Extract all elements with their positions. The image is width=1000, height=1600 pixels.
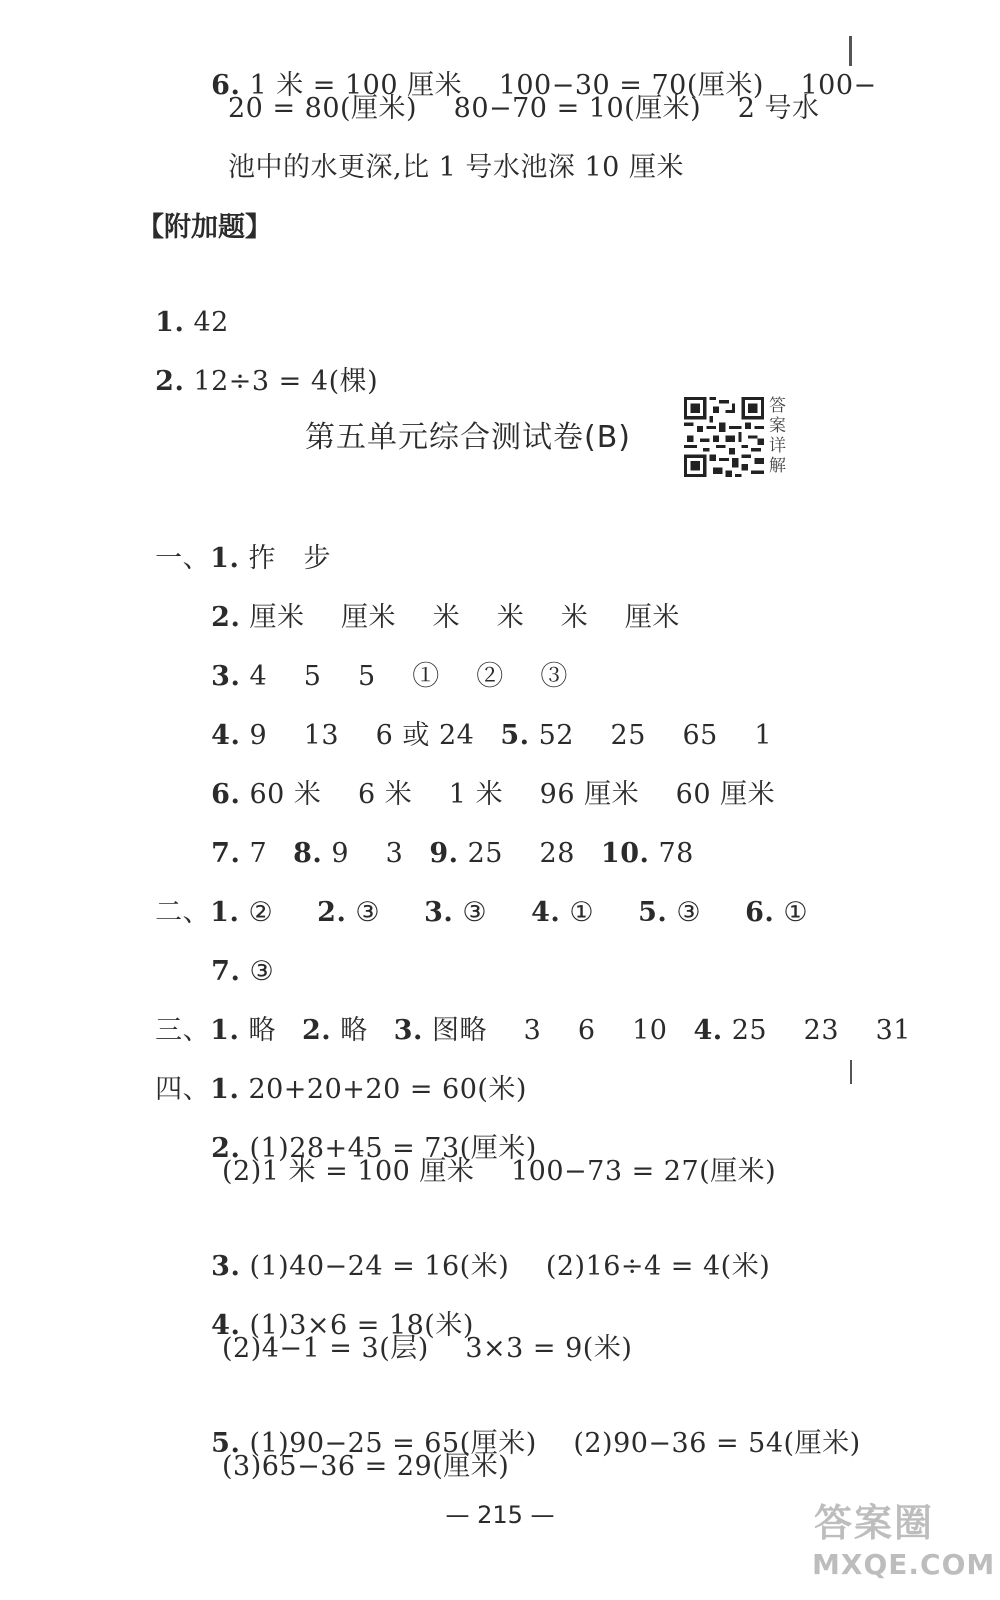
part1-q7-num: 7. bbox=[211, 838, 241, 869]
part3-q4-num: 4. bbox=[693, 1015, 723, 1046]
extra-2-text: 12÷3 = 4(棵) bbox=[184, 366, 379, 397]
part2-q5-val: ③ bbox=[667, 897, 702, 928]
part4-q3-num: 3. bbox=[211, 1251, 241, 1282]
part4-q5b: (3)65−36 = 29(厘米) bbox=[222, 1451, 510, 1482]
part4-q2b: (2)1 米 = 100 厘米 100−73 = 27(厘米) bbox=[222, 1156, 777, 1187]
part1-q9-text: 25 28 bbox=[458, 838, 575, 869]
part1-q1-num: 1. bbox=[210, 543, 240, 574]
part2-q6-val: ① bbox=[774, 897, 809, 928]
part4-q4a-text: (1)3×6 = 18(米) bbox=[240, 1310, 474, 1341]
part4-q5-num: 5. bbox=[211, 1428, 241, 1459]
part3-q3-text: 图略 3 6 10 bbox=[422, 1015, 668, 1046]
part2-q4-num: 4. bbox=[531, 897, 561, 928]
part1-q4-text: 9 13 6 或 24 bbox=[240, 720, 475, 751]
test-title: 第五单元综合测试卷(B) bbox=[305, 420, 631, 455]
part2-q1-num: 1. bbox=[210, 897, 240, 928]
part2-q3-val: ③ bbox=[453, 897, 488, 928]
page-number: — 215 — bbox=[445, 1501, 555, 1529]
watermark-top: 答案圈 bbox=[814, 1501, 935, 1545]
part3-q1-num: 1. bbox=[210, 1015, 240, 1046]
prev-q6-text1: 1 米 = 100 厘米 100−30 = 70(厘米) 100− bbox=[240, 70, 877, 101]
prev-q6-num: 6. bbox=[211, 70, 241, 101]
part1-q10-num: 10. bbox=[600, 838, 650, 869]
part1-q5-num: 5. bbox=[500, 720, 530, 751]
part2-label: 二、 bbox=[155, 897, 211, 928]
part1-q9-num: 9. bbox=[429, 838, 459, 869]
part4-q4b: (2)4−1 = 3(层) 3×3 = 9(米) bbox=[222, 1333, 633, 1364]
part4-q1-text: 20+20+20 = 60(米) bbox=[239, 1074, 527, 1105]
part1-q7-text: 7 bbox=[240, 838, 268, 869]
part1-label: 一、 bbox=[155, 543, 211, 574]
part2-q2-num: 2. bbox=[317, 897, 347, 928]
part3-label: 三、 bbox=[155, 1015, 211, 1046]
extra-answer-2 bbox=[137, 328, 378, 400]
part1-q2-num: 2. bbox=[211, 602, 241, 633]
part4-q2a-text: (1)28+45 = 73(厘米) bbox=[240, 1133, 537, 1164]
part1-q6-num: 6. bbox=[211, 779, 241, 810]
prev-q6-line3: 池中的水更深,比 1 号水池深 10 厘米 bbox=[228, 152, 684, 183]
part4-q4-num: 4. bbox=[211, 1310, 241, 1341]
part2-q5-num: 5. bbox=[638, 897, 668, 928]
part2-q6-num: 6. bbox=[745, 897, 775, 928]
part4-q3-text: (1)40−24 = 16(米) (2)16÷4 = 4(米) bbox=[240, 1251, 771, 1282]
qr-code-icon[interactable] bbox=[684, 397, 764, 477]
part3-q2-num: 2. bbox=[301, 1015, 332, 1046]
page-edge-mark bbox=[850, 1060, 852, 1084]
extra-questions-heading: 【附加题】 bbox=[137, 212, 272, 243]
part2-q7-num: 7. bbox=[211, 956, 241, 987]
part1-q6-text: 60 米 6 米 1 米 96 厘米 60 厘米 bbox=[240, 779, 776, 810]
part2-q2-val: ③ bbox=[346, 897, 381, 928]
part1-q1-text: 拃 步 bbox=[239, 543, 331, 574]
prev-q6-line2: 20 = 80(厘米) 80−70 = 10(厘米) 2 号水 bbox=[228, 93, 820, 124]
qr-label: 答案详解 bbox=[769, 396, 786, 476]
extra-1-text: 42 bbox=[184, 307, 229, 338]
part1-q8-num: 8. bbox=[293, 838, 323, 869]
part2-q3-num: 3. bbox=[424, 897, 454, 928]
part1-q5-text: 52 25 65 1 bbox=[529, 720, 773, 751]
part1-q2-text: 厘米 厘米 米 米 米 厘米 bbox=[240, 602, 680, 633]
page-edge-mark bbox=[849, 36, 852, 66]
watermark-bottom: MXQE.COM bbox=[812, 1548, 996, 1581]
part3-q2-text: 略 bbox=[331, 1015, 368, 1046]
part4-q1-num: 1. bbox=[210, 1074, 240, 1105]
part3-q3-num: 3. bbox=[393, 1015, 423, 1046]
part2-q1-val: ② bbox=[239, 897, 274, 928]
part3-q4-text: 25 23 31 bbox=[722, 1015, 911, 1046]
watermark-logo bbox=[808, 1488, 996, 1592]
part1-q8-text: 9 3 bbox=[322, 838, 404, 869]
part3-q1-text: 略 bbox=[239, 1015, 276, 1046]
part2-q4-val: ① bbox=[560, 897, 595, 928]
part1-q3-text: 4 5 5 ① ② ③ bbox=[240, 661, 568, 692]
part1-q4-num: 4. bbox=[211, 720, 241, 751]
part1-q3-num: 3. bbox=[211, 661, 241, 692]
part2-q7-val: ③ bbox=[240, 956, 275, 987]
part4-label: 四、 bbox=[155, 1074, 211, 1105]
extra-1-num: 1. bbox=[155, 307, 185, 338]
part4-q2-num: 2. bbox=[211, 1133, 241, 1164]
part1-q10-text: 78 bbox=[649, 838, 694, 869]
part4-q5a-text: (1)90−25 = 65(厘米) (2)90−36 = 54(厘米) bbox=[240, 1428, 861, 1459]
extra-2-num: 2. bbox=[155, 366, 185, 397]
